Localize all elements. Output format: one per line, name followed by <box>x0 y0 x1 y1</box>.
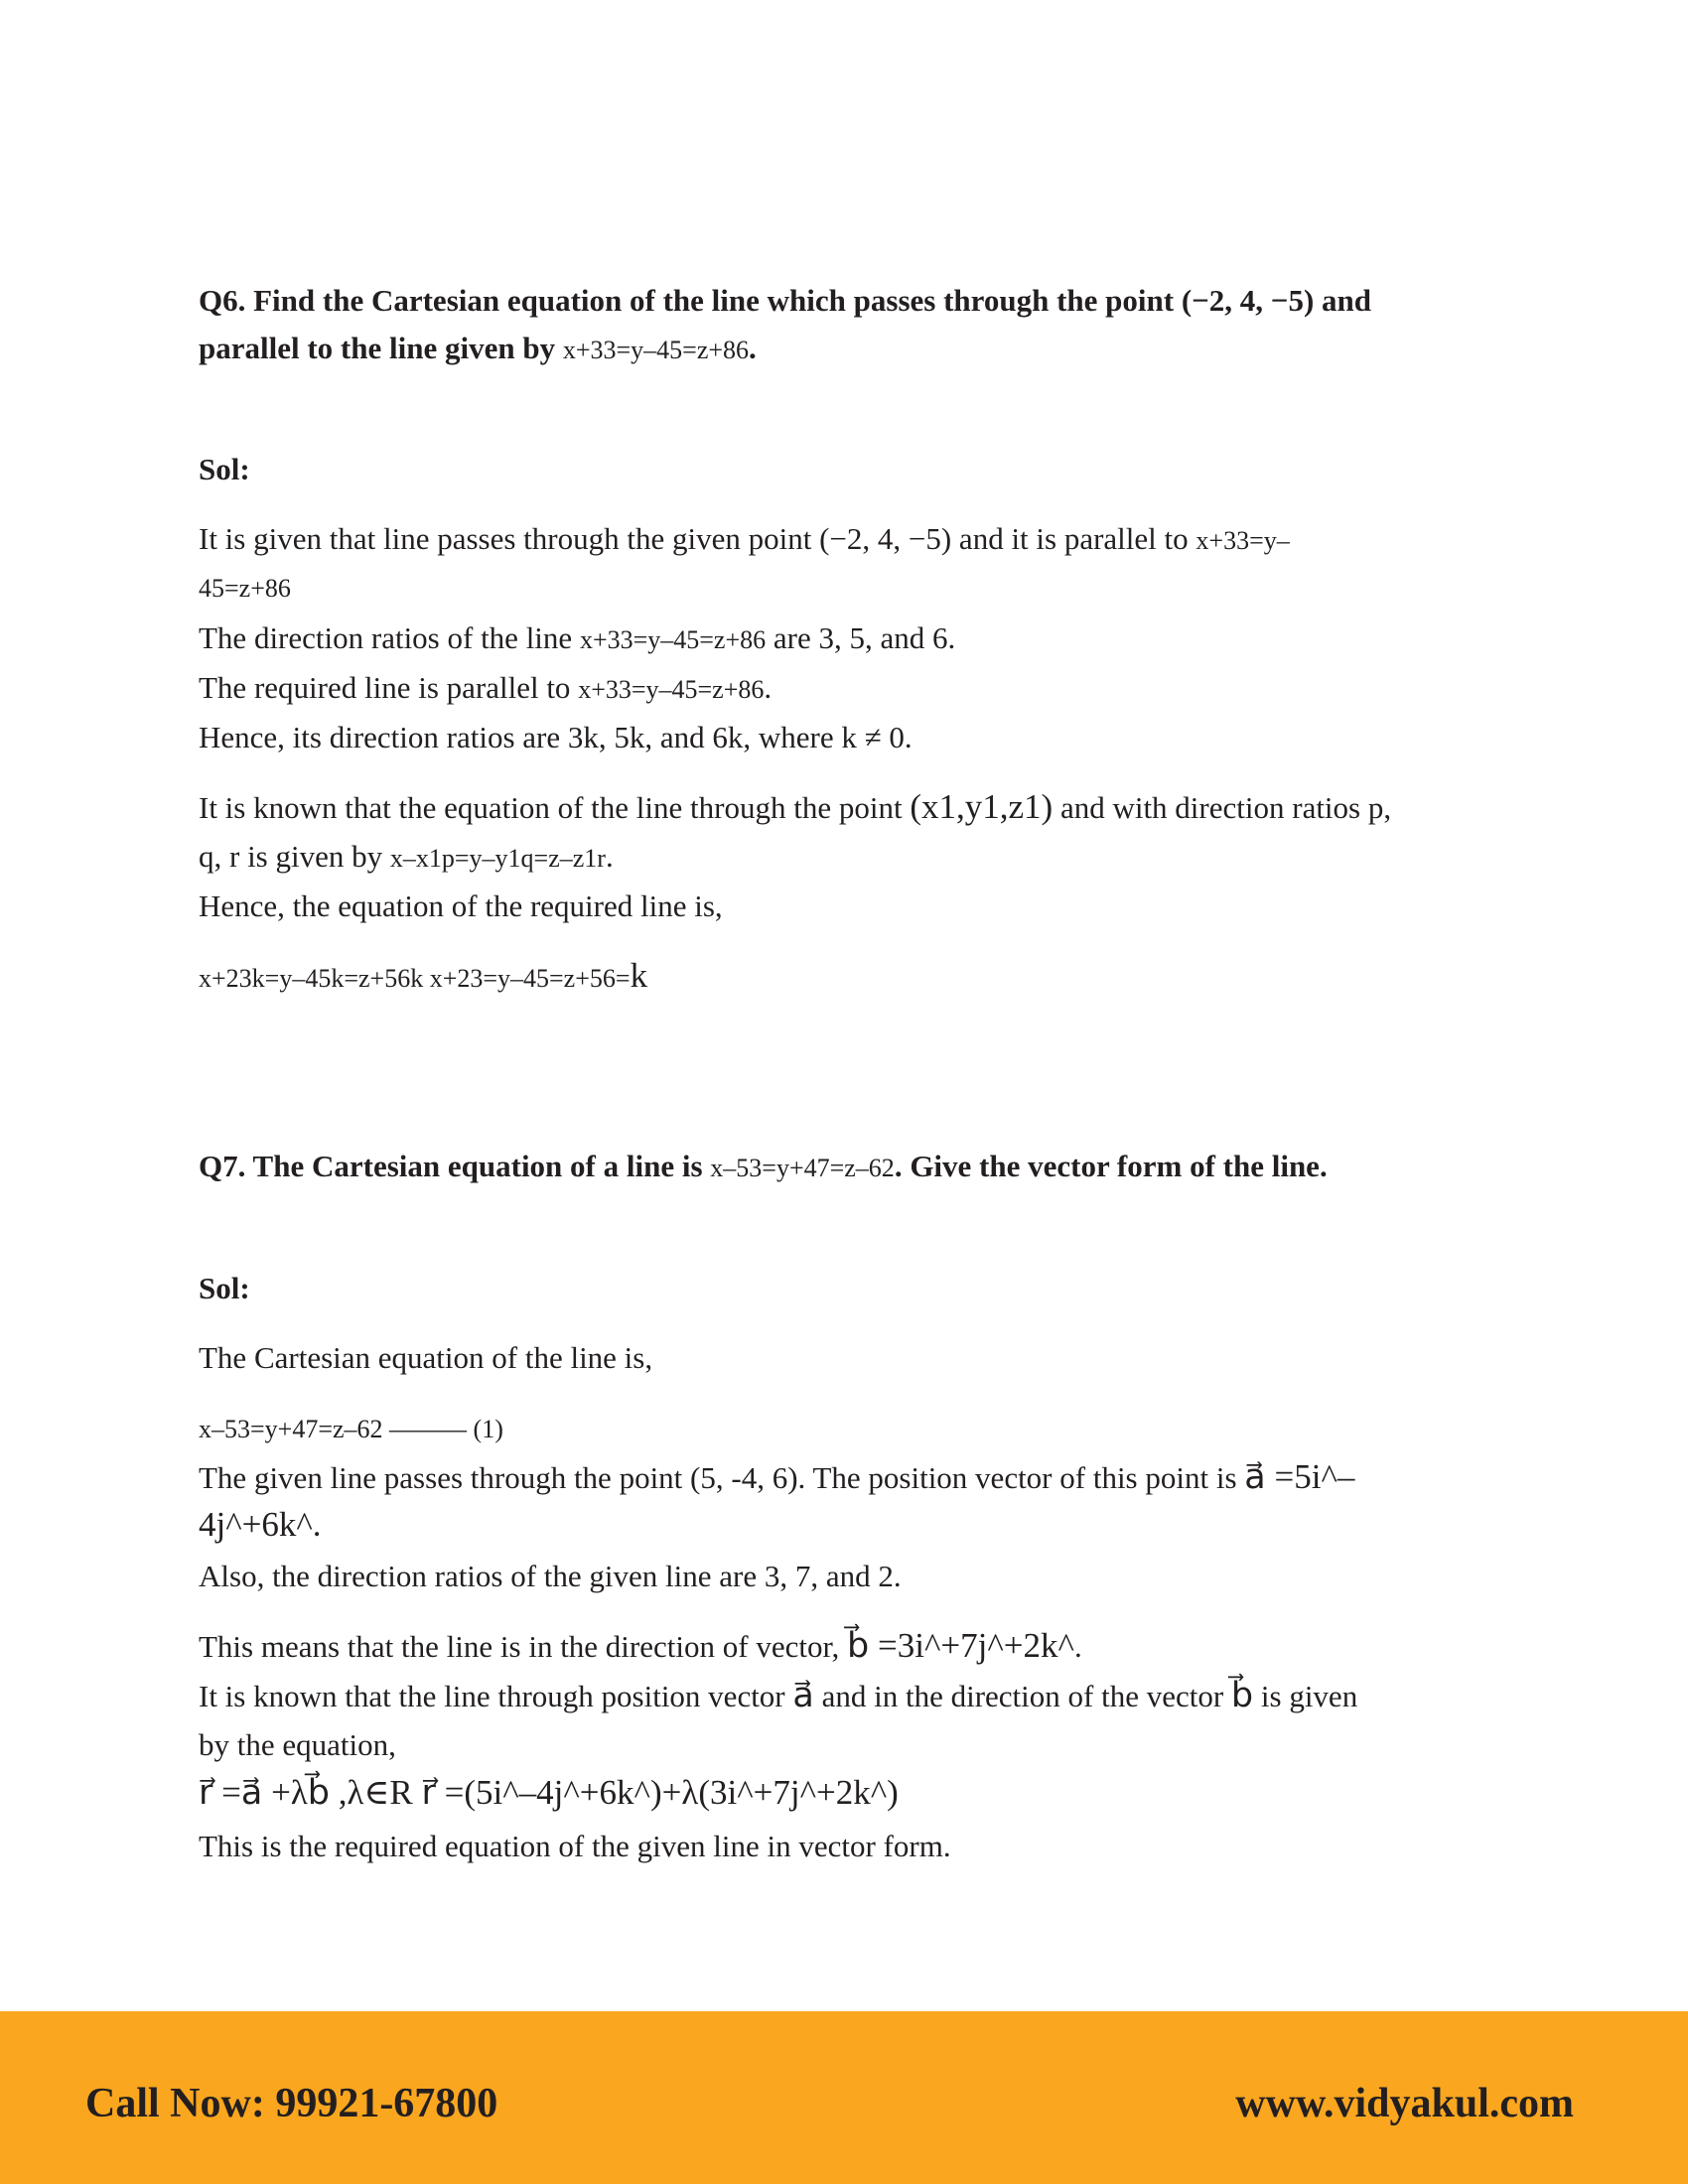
q6-title-equation: x+33=y–45=z+86 <box>562 336 750 364</box>
q6-para-6-text: q, r is given by <box>199 839 390 874</box>
q6-para-3-end: . <box>764 670 773 705</box>
q7-para-2-equation: x–53=y+47=z–62 <box>199 1415 383 1443</box>
q6-title-line-1: Q6. Find the Cartesian equation of the line which passes through the point (−2, 4, −5) and <box>199 283 1372 318</box>
q6-para-2-equation: x+33=y–45=z+86 <box>579 625 767 654</box>
q6-para-3-text: The required line is parallel to <box>199 670 579 705</box>
q7-para-2-end: ——— (1) <box>382 1415 503 1443</box>
q6-para-7: Hence, the equation of the required line is, <box>199 888 723 923</box>
q7-para-7: by the equation, <box>199 1727 396 1762</box>
q7-para-4: Also, the direction ratios of the given line are 3, 7, and 2. <box>199 1559 902 1593</box>
q6-sol-label: Sol: <box>199 452 250 486</box>
q6-para-2-end: are 3, 5, and 6. <box>766 620 956 655</box>
q7-para-9: This is the required equation of the given line in vector form. <box>199 1829 951 1863</box>
q6-para-3-equation: x+33=y–45=z+86 <box>578 675 765 704</box>
q6-para-2 <box>199 618 955 660</box>
q6-para-5 <box>199 787 1391 828</box>
q7-answer-equation: r⃗ =a⃗ +λb⃗ ,λ∈R r⃗ =(5i^–4j^+6k^)+λ(3i^+7j^+2k^) <box>199 1773 899 1812</box>
q7-para-1: The Cartesian equation of the line is, <box>199 1340 653 1375</box>
q7-para-6-end: is given <box>1253 1679 1358 1713</box>
call-now-text: Call Now: 99921-67800 <box>85 2081 498 2126</box>
q6-para-6-equation: x–x1p=y–y1q=z–z1r <box>389 844 606 873</box>
q6-para-1 <box>199 519 1290 561</box>
q7-title-equation: x–53=y+47=z–62 <box>710 1154 895 1182</box>
q6-answer-equation-text: x+23k=y–45k=z+56k x+23=y–45=z+56= <box>199 964 631 993</box>
q6-para-5-text: It is known that the equation of the line through the point <box>199 790 911 825</box>
q7-title-text: Q7. The Cartesian equation of a line is <box>199 1149 711 1183</box>
q7-para-3 <box>199 1457 1354 1498</box>
q7-title <box>199 1147 1328 1188</box>
q7-para-2 <box>199 1408 503 1449</box>
q7-title-end: . Give the vector form of the line. <box>894 1149 1328 1183</box>
q6-answer-equation <box>199 956 647 999</box>
q7-para-5-equation: b⃗ =3i^+7j^+2k^ <box>847 1626 1074 1665</box>
q7-para-6-text: It is known that the line through position vector <box>199 1679 793 1713</box>
footer-banner <box>0 2011 1688 2184</box>
website-link[interactable]: www.vidyakul.com <box>1235 2081 1574 2126</box>
q7-sol-label: Sol: <box>199 1271 250 1305</box>
q6-para-2-text: The direction ratios of the line <box>199 620 580 655</box>
q6-para-4: Hence, its direction ratios are 3k, 5k, and 6k, where k ≠ 0. <box>199 720 913 754</box>
q6-para-1-equation: x+33=y– <box>1196 526 1290 555</box>
q7-para-6 <box>199 1676 1357 1716</box>
q6-title-text: parallel to the line given by <box>199 331 563 365</box>
q6-para-3 <box>199 668 772 710</box>
q7-para-6-vector-a: a⃗ <box>792 1676 814 1714</box>
q6-para-6-end: . <box>605 839 614 874</box>
q7-para-5-text: This means that the line is in the direction of vector, <box>199 1629 848 1664</box>
q6-answer-equation-k: k <box>630 956 648 995</box>
q6-para-1-text: It is given that line passes through the given point (−2, 4, −5) and it is parallel to <box>199 521 1196 556</box>
q7-para-6-mid: and in the direction of the vector <box>813 1679 1231 1713</box>
q7-para-3-equation: a⃗ =5i^– <box>1244 1457 1355 1496</box>
q6-para-5-point: (x1,y1,z1) <box>910 787 1054 826</box>
q7-para-5 <box>199 1626 1082 1667</box>
q7-para-5-end: . <box>1073 1629 1082 1664</box>
q6-title-line-2 <box>199 329 757 370</box>
q7-para-3-equation-cont: 4j^+6k^. <box>199 1505 322 1544</box>
q7-para-3-text: The given line passes through the point (5, -4, 6). The position vector of this point is <box>199 1460 1245 1495</box>
q6-title-end: . <box>749 331 757 365</box>
q6-para-1-equation-cont: 45=z+86 <box>199 574 291 603</box>
q7-para-6-vector-b: b⃗ <box>1230 1676 1254 1714</box>
q6-para-6 <box>199 837 614 879</box>
q6-para-5-end: and with direction ratios p, <box>1053 790 1392 825</box>
